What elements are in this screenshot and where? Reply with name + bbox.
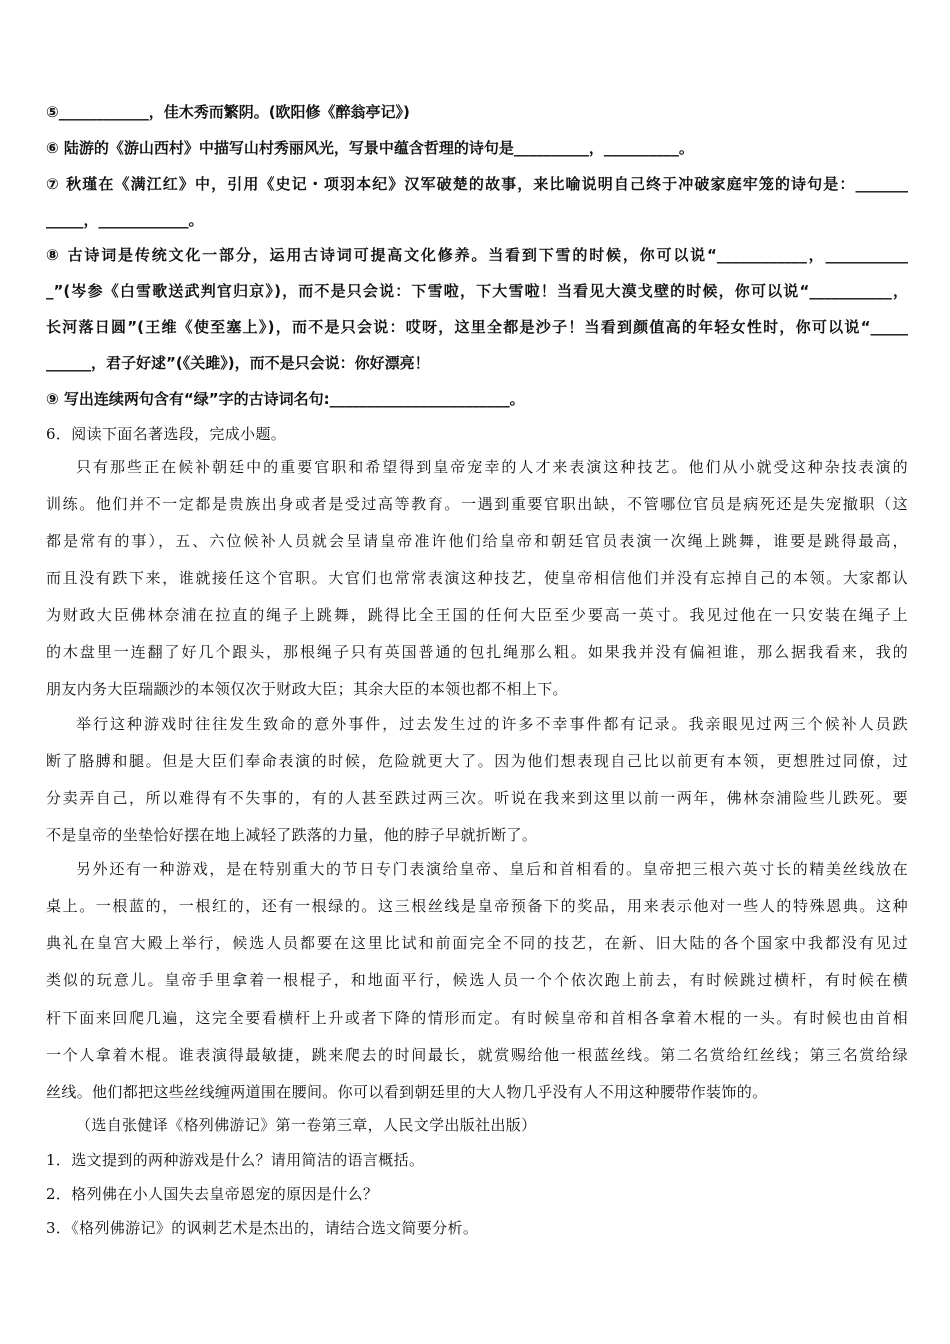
passage-line: 丝线。他们都把这些丝线缠两道围在腰间。你可以看到朝廷里的大人物几乎没有人不用这种腰带作装饰的。 bbox=[46, 1083, 768, 1101]
passage-line: 不是皇帝的坐垫恰好摆在地上减轻了跌落的力量，他的脖子早就折断了。 bbox=[46, 826, 538, 844]
passage-line: 训练。他们并不一定都是贵族出身或者是受过高等教育。一遇到重要官职出缺，不管哪位官员是病死还是失宠撤职（这 bbox=[46, 495, 908, 513]
fill-blank-q7-line2: _____，____________。 bbox=[46, 211, 204, 229]
passage-line: 一个人拿着木棍。谁表演得最敏捷，跳来爬去的时间最长，就赏赐给他一根蓝丝线。第二名赏给红丝线；第三名赏给绿 bbox=[46, 1046, 908, 1064]
fill-blank-q9: ⑨ 写出连续两句含有“绿”字的古诗词名句:________________________。 bbox=[46, 390, 525, 408]
passage-line: 举行这种游戏时往往发生致命的意外事件，过去发生过的许多不幸事件都有记录。我亲眼见过两三个候补人员跌 bbox=[76, 715, 908, 733]
fill-blank-q5: ⑤____________，佳木秀而繁阴。(欧阳修《醉翁亭记》) bbox=[46, 103, 410, 121]
passage-line: 典礼在皇宫大殿上举行，候选人员都要在这里比试和前面完全不同的技艺，在新、旧大陆的各个国家中我都没有见过 bbox=[46, 934, 908, 952]
fill-blank-q8-line3: 长河落日圆”(王维《使至塞上》)，而不是只会说：哎呀，这里全都是沙子！当看到颜值高的年轻女性时，你可以说“_____ bbox=[46, 318, 908, 336]
passage-line: 为财政大臣佛林奈浦在拉直的绳子上跳舞，跳得比全王国的任何大臣至少要高一英寸。我见过他在一只安装在绳子上 bbox=[46, 606, 908, 624]
section-heading: 6．阅读下面名著选段，完成小题。 bbox=[46, 425, 287, 443]
passage-source: （选自张健译《格列佛游记》第一卷第三章，人民文学出版社出版） bbox=[76, 1116, 537, 1134]
passage-line: 而且没有跌下来，谁就接任这个官职。大官们也常常表演这种技艺，使皇帝相信他们并没有忘掉自己的本领。大家都认 bbox=[46, 569, 908, 587]
passage-line: 只有那些正在候补朝廷中的重要官职和希望得到皇帝宠幸的人才来表演这种技艺。他们从小就受这种杂技表演的 bbox=[76, 458, 908, 476]
fill-blank-q7-line1: ⑦ 秋瑾在《满江红》中，引用《史记・项羽本纪》汉军破楚的故事，来比喻说明自己终于冲破家庭牢笼的诗句是：_______ bbox=[46, 175, 908, 193]
fill-blank-q6: ⑥ 陆游的《游山西村》中描写山村秀丽风光，写景中蕴含哲理的诗句是__________，__________。 bbox=[46, 139, 694, 157]
question-1: 1．选文提到的两种游戏是什么？请用简洁的语言概括。 bbox=[46, 1151, 425, 1169]
fill-blank-q8-line4: ______，君子好逑”(《关雎》)，而不是只会说：你好漂亮！ bbox=[46, 354, 430, 372]
passage-line: 断了胳膊和腿。但是大臣们奉命表演的时候，危险就更大了。因为他们想表现自己比以前更有本领，更想胜过同僚，过 bbox=[46, 752, 908, 770]
passage-line: 的木盘里一连翻了好几个跟头，那根绳子只有英国普通的包扎绳那么粗。如果我并没有偏袒谁，那么据我看来，我的 bbox=[46, 643, 908, 661]
passage-line: 分卖弄自己，所以难得有不失事的，有的人甚至跌过两三次。听说在我来到这里以前一两年，佛林奈浦险些儿跌死。要 bbox=[46, 789, 908, 807]
fill-blank-q8-line2: _”(岑参《白雪歌送武判官归京》)，而不是只会说：下雪啦，下大雪啦！当看见大漠戈壁的时候，你可以说“___________， bbox=[46, 282, 908, 300]
passage-line: 另外还有一种游戏，是在特别重大的节日专门表演给皇帝、皇后和首相看的。皇帝把三根六英寸长的精美丝线放在 bbox=[76, 860, 908, 878]
question-2: 2．格列佛在小人国失去皇帝恩宠的原因是什么？ bbox=[46, 1185, 379, 1203]
passage-line: 杆下面来回爬几遍，这完全要看横杆上升或者下降的情形而定。有时候皇帝和首相各拿着木棍的一头。有时候也由首相 bbox=[46, 1009, 908, 1027]
question-3: 3．《格列佛游记》的讽刺艺术是杰出的，请结合选文简要分析。 bbox=[46, 1219, 479, 1237]
passage-line: 类似的玩意儿。皇帝手里拿着一根棍子，和地面平行，候选人员一个个依次跑上前去，有时候跳过横杆，有时候在横 bbox=[46, 971, 908, 989]
passage-line: 都是常有的事），五、六位候补人员就会呈请皇帝准许他们给皇帝和朝廷官员表演一次绳上跳舞，谁要是跳得最高， bbox=[46, 532, 908, 550]
passage-line: 朋友内务大臣瑞颛沙的本领仅次于财政大臣；其余大臣的本领也都不相上下。 bbox=[46, 680, 568, 698]
passage-line: 桌上。一根蓝的，一根红的，还有一根绿的。这三根丝线是皇帝预备下的奖品，用来表示他对一些人的特殊恩典。这种 bbox=[46, 897, 908, 915]
fill-blank-q8-line1: ⑧ 古诗词是传统文化一部分，运用古诗词可提高文化修养。当看到下雪的时候，你可以说“____________，___________ bbox=[46, 246, 908, 264]
